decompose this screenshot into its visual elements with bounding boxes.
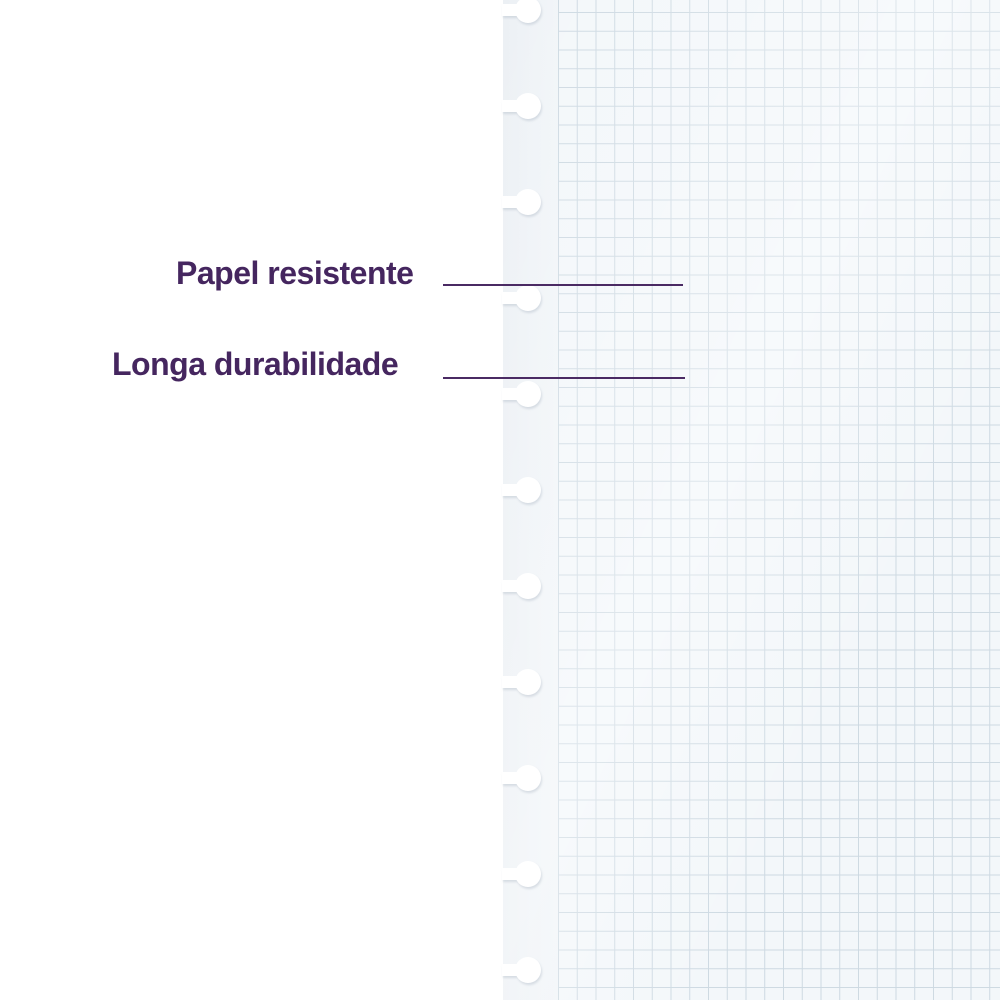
disc-binding-notch [502, 93, 544, 119]
disc-binding-notch [502, 765, 544, 791]
disc-binding-notch [502, 0, 544, 23]
notebook-sheet [503, 0, 1000, 1000]
disc-binding-notch [502, 573, 544, 599]
disc-binding-notch [502, 957, 544, 983]
disc-binding-notch [502, 189, 544, 215]
disc-binding-notch [502, 381, 544, 407]
disc-binding-notches [503, 0, 1000, 1000]
disc-binding-notch [502, 285, 544, 311]
disc-binding-notch [502, 861, 544, 887]
feature-label-longa-durabilidade: Longa durabilidade [112, 346, 399, 382]
disc-binding-notch [502, 477, 544, 503]
callout-leader-line-papel-resistente [443, 284, 683, 286]
callout-leader-line-longa-durabilidade [443, 377, 685, 379]
feature-label-papel-resistente: Papel resistente [176, 255, 414, 291]
disc-binding-notch [502, 669, 544, 695]
